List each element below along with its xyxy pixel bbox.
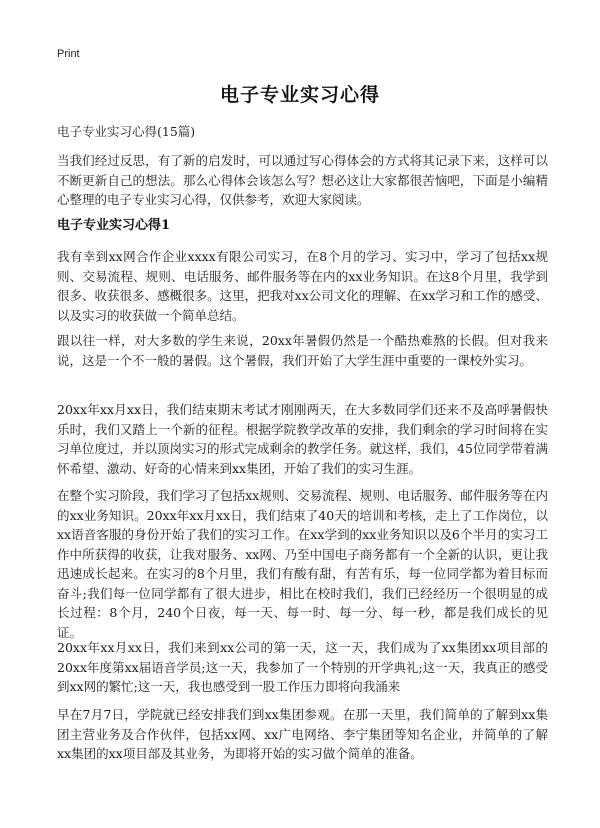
body-paragraph-6: 早在7月7日，学院就已经安排我们到xx集团参观。在那一天里，我们简单的了解到xx集团主营业务及合作伙伴，包括xx网、xx广电网络、李宁集团等知名企业，并简单的了解xx集团的xx项目部及其业务，为即将开始的实习做个简单的准备。	[57, 707, 548, 761]
section-heading: 电子专业实习心得1	[57, 218, 171, 233]
print-link[interactable]: Print	[57, 48, 80, 60]
body-paragraph-4: 在整个实习阶段，我们学习了包括xx规则、交易流程、规则、电话服务、邮件服务等在内的xx业务知识。20xx年xx月xx日，我们结束了40天的培训和考核，走上了工作岗位，以xx语音客服的身份开始了我们的实习工作。在xx学到的xx业务知识以及6个半月的实习工作中所获得的收获，让我对服务、xx网、乃至中国电子商务都有一个全新的认识，更让我迅速成长起来。在实习的8个月里，我们有酸有甜，有苦有乐，每一位同学都为着目标而奋斗;我们每一位同学都有了很大进步，相比在校时我们，我们已经经历一个很明显的成长过程：8个月，240个日夜，每一天、每一时、每一分、每一秒，都是我们成长的见证。	[57, 488, 548, 640]
body-paragraph-2: 跟以往一样，对大多数的学生来说，20xx年暑假仍然是一个酷热难熬的长假。但对我来说，这是一个不一般的暑假。这个暑假，我们开始了大学生涯中重要的一课校外实习。	[57, 333, 548, 368]
body-paragraph-1: 我有幸到xx网合作企业xxxx有限公司实习，在8个月的学习、实习中，学习了包括xx规则、交易流程、规则、电话服务、邮件服务等在内的xx业务知识。在这8个月里，我学到很多、收获很多、感概很多。这里，把我对xx公司文化的理解、在xx学习和工作的感受、以及实习的收获做一个简单总结。	[57, 249, 548, 323]
body-paragraph-5: 20xx年xx月xx日，我们来到xx公司的第一天，这一天，我们成为了xx集团xx项目部的20xx年度第xx届语音学员;这一天，我参加了一个特别的开学典礼;这一天，我真正的感受到xx网的繁忙;这一天，我也感受到一股工作压力即将向我涌来	[57, 640, 548, 694]
document-subtitle: 电子专业实习心得(15篇)	[57, 124, 196, 139]
body-paragraph-3: 20xx年xx月xx日，我们结束期末考试才刚刚两天，在大多数同学们还来不及高呼暑假快乐时，我们又踏上一个新的征程。根据学院教学改革的安排，我们剩余的学习时间将在实习单位度过，并以顶岗实习的形式完成剩余的教学任务。就这样，我们，45位同学带着满怀希望、激动、好奇的心情来到xx集团，开始了我们的实习生涯。	[57, 402, 548, 476]
intro-paragraph: 当我们经过反思，有了新的启发时，可以通过写心得体会的方式将其记录下来，这样可以不断更新自己的想法。那么心得体会该怎么写？想必这让大家都很苦恼吧，下面是小编精心整理的电子专业实习心得，仅供参考，欢迎大家阅读。	[57, 153, 548, 207]
document-title: 电子专业实习心得	[219, 84, 380, 106]
